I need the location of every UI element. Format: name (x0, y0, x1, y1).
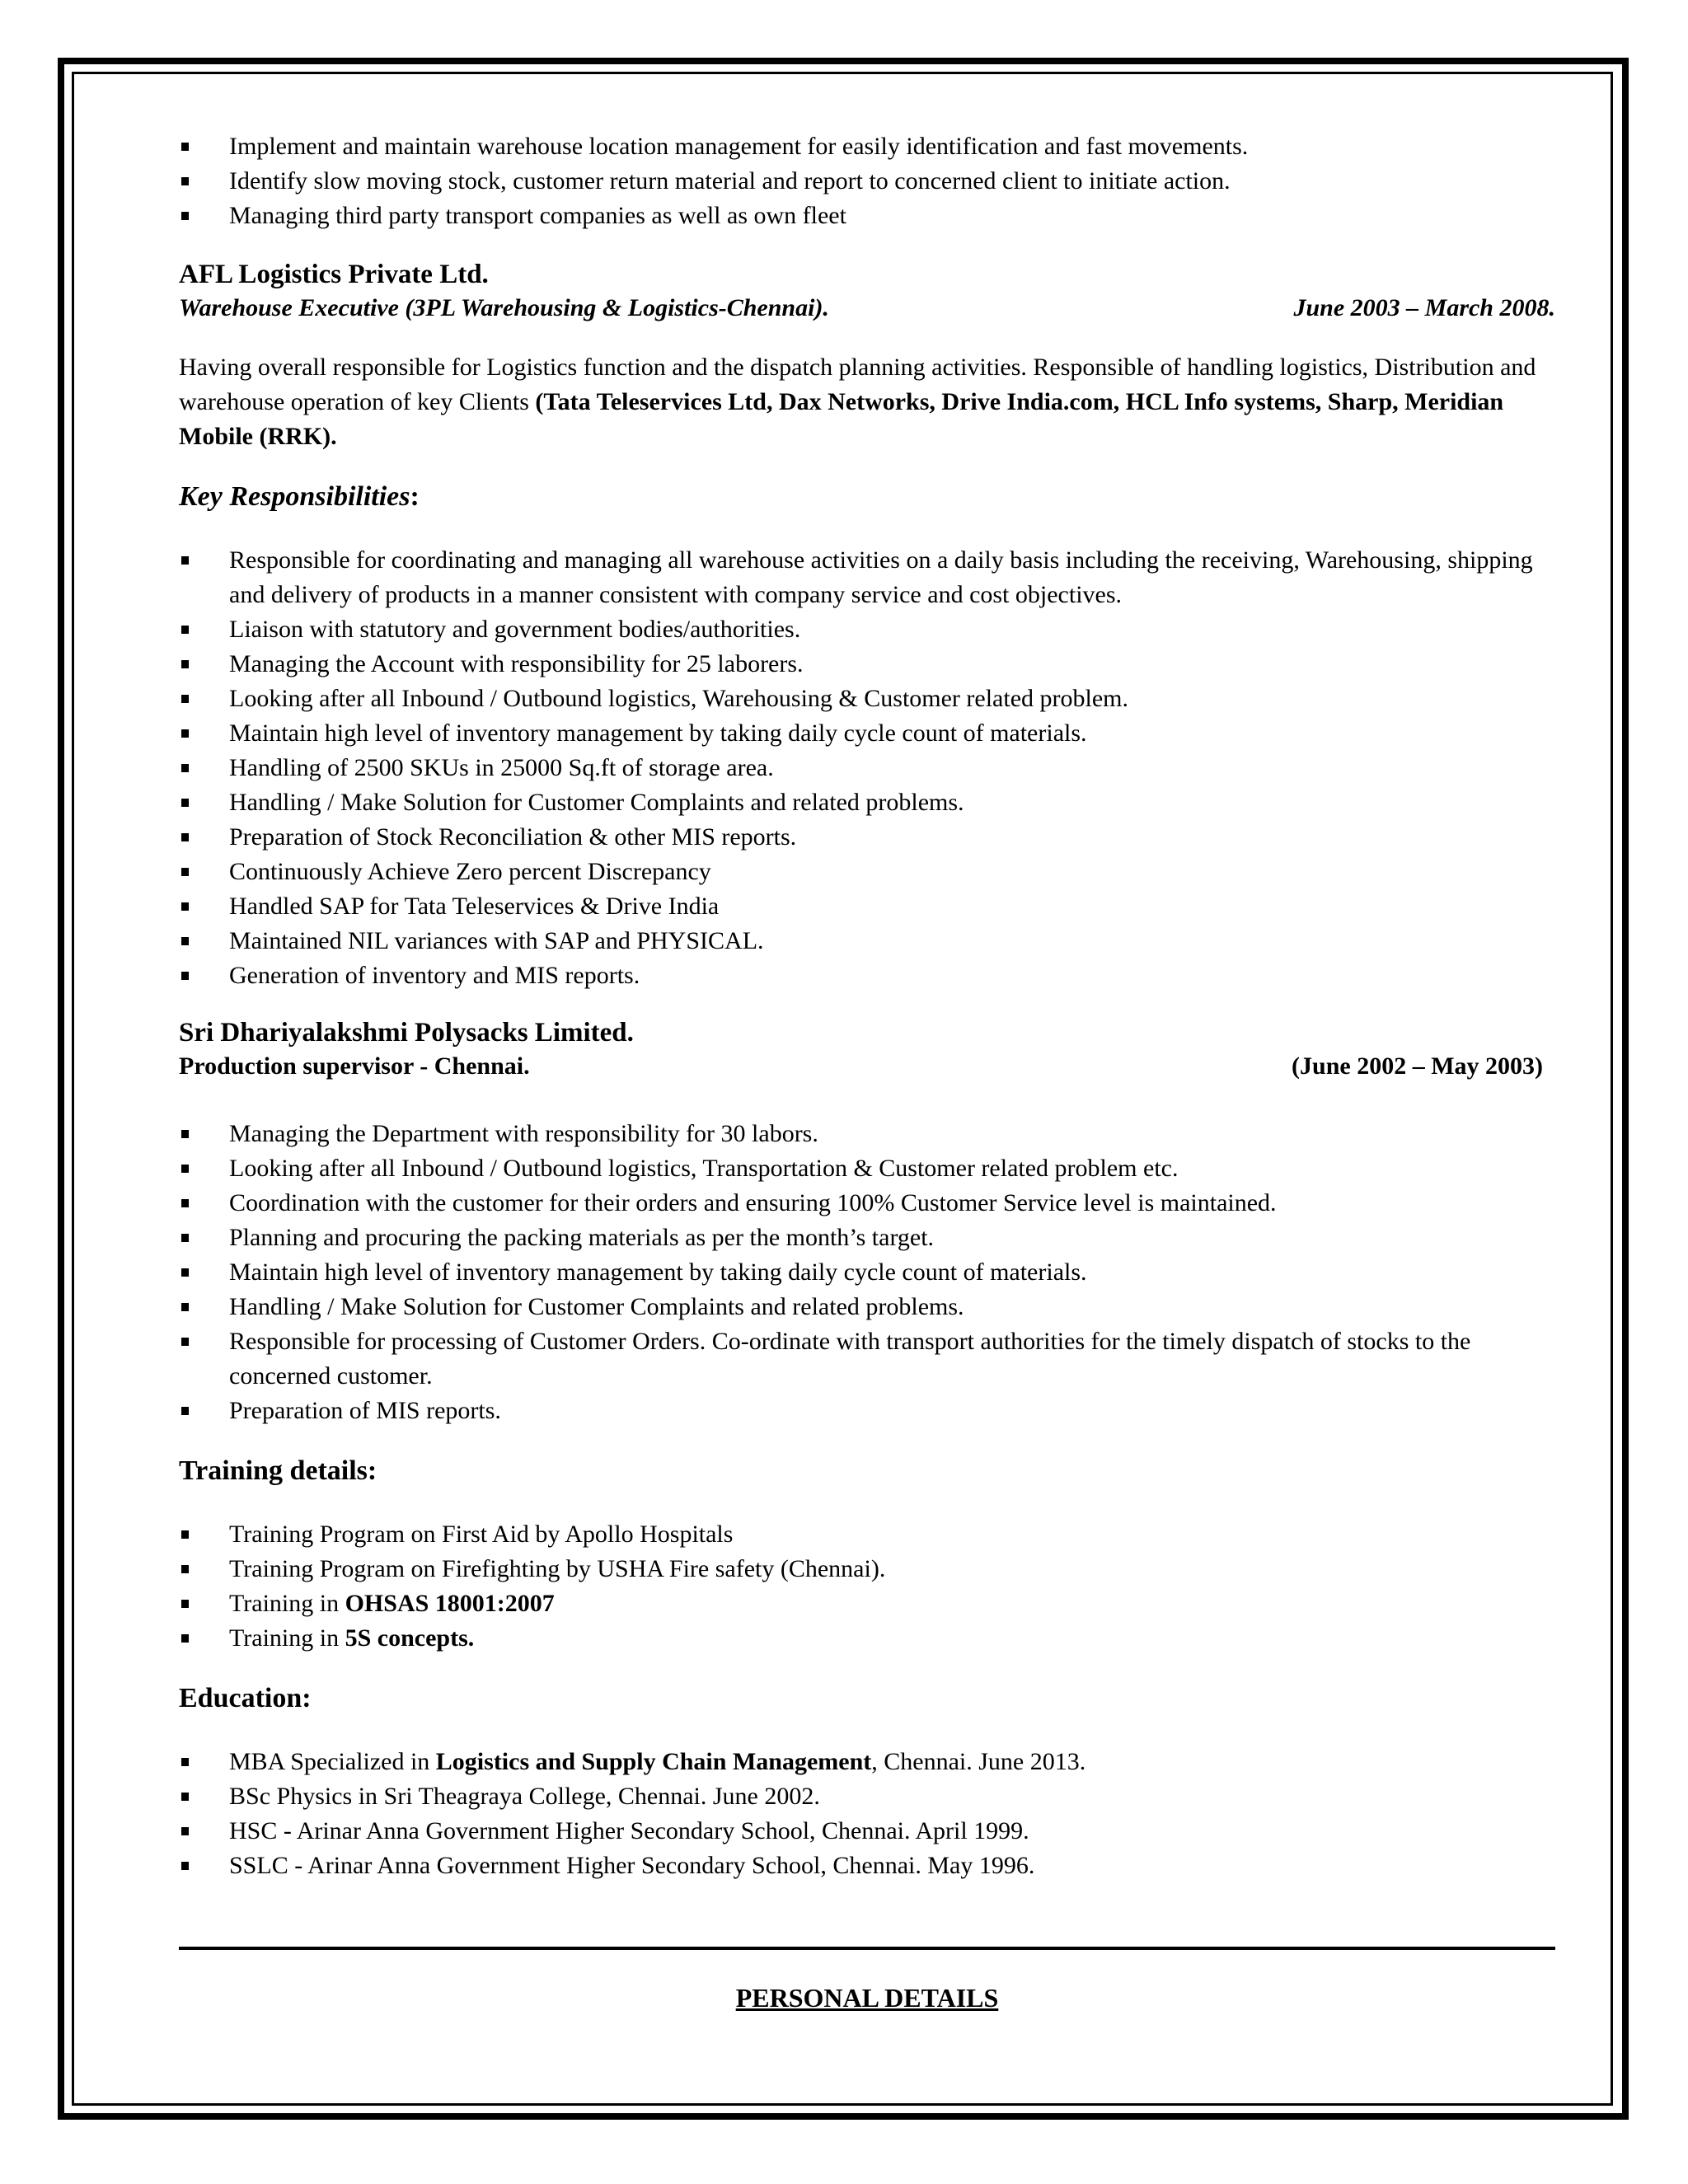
sdp-responsibility-list (179, 1117, 1555, 1428)
list-item: Preparation of Stock Reconciliation & other MIS reports. (179, 820, 1555, 855)
list-item: Continuously Achieve Zero percent Discrepancy (179, 855, 1555, 889)
education-heading: Education: (179, 1683, 312, 1713)
list-item: Managing third party transport companies as well as own fleet (179, 199, 1555, 233)
list-item: Planning and procuring the packing materials as per the month’s target. (179, 1221, 1555, 1255)
sdp-job-title: Production supervisor - Chennai. (179, 1052, 530, 1080)
afl-key-clients: (Tata Teleservices Ltd, Dax Networks, Drive India.com, HCL Info systems, Sharp, Meridian Mobile (RRK). (179, 388, 1504, 450)
sdp-company-name: Sri Dhariyalakshmi Polysacks Limited. (179, 1018, 634, 1047)
list-item: Training Program on Firefighting by USHA Fire safety (Chennai). (179, 1552, 1555, 1586)
resume-content (179, 129, 1555, 1883)
list-item: Handled SAP for Tata Teleservices & Drive India (179, 889, 1555, 924)
afl-summary (179, 350, 1555, 454)
list-item: Handling / Make Solution for Customer Complaints and related problems. (179, 1290, 1555, 1324)
afl-job-dates: June 2003 – March 2008. (1293, 294, 1555, 321)
list-item: Liaison with statutory and government bodies/authorities. (179, 612, 1555, 647)
list-item: Generation of inventory and MIS reports. (179, 958, 1555, 993)
list-item: MBA Specialized in Logistics and Supply Chain Management, Chennai. June 2013. (179, 1745, 1555, 1779)
list-item: Handling of 2500 SKUs in 25000 Sq.ft of storage area. (179, 751, 1555, 785)
personal-details-heading: PERSONAL DETAILS (735, 1983, 999, 2013)
sdp-job-line (179, 1049, 1543, 1084)
afl-company-name: AFL Logistics Private Ltd. (179, 260, 489, 289)
list-item: Managing the Department with responsibility for 30 labors. (179, 1117, 1555, 1151)
afl-job-title: Warehouse Executive (3PL Warehousing & Logistics-Chennai). (179, 294, 829, 321)
sdp-job-dates: (June 2002 – May 2003) (1292, 1052, 1543, 1080)
top-bullet-list (179, 129, 1555, 233)
list-item: SSLC - Arinar Anna Government Higher Secondary School, Chennai. May 1996. (179, 1849, 1555, 1883)
afl-job-line (179, 291, 1555, 326)
key-responsibilities-colon: : (410, 481, 420, 512)
training-list (179, 1517, 1555, 1656)
list-item: Maintained NIL variances with SAP and PHYSICAL. (179, 924, 1555, 958)
list-item: Identify slow moving stock, customer return material and report to concerned client to initiate action. (179, 164, 1555, 199)
list-item: Responsible for coordinating and managing all warehouse activities on a daily basis including the receiving, Warehousing, shipping and delivery of products in a manner consistent with company service and cost objectives. (179, 543, 1555, 612)
education-list (179, 1745, 1555, 1883)
list-item: Maintain high level of inventory management by taking daily cycle count of materials. (179, 716, 1555, 751)
key-responsibilities-label: Key Responsibilities (179, 481, 410, 512)
afl-summary-text: Having overall responsible for Logistics function and the dispatch planning activities. Responsible of handling logistics, Distribution and warehouse operation of key Clients (179, 354, 1536, 415)
list-item: Training Program on First Aid by Apollo Hospitals (179, 1517, 1555, 1552)
list-item: Managing the Account with responsibility for 25 laborers. (179, 647, 1555, 682)
list-item: Preparation of MIS reports. (179, 1394, 1555, 1428)
list-item: HSC - Arinar Anna Government Higher Secondary School, Chennai. April 1999. (179, 1814, 1555, 1849)
afl-responsibility-list (179, 543, 1555, 993)
list-item: Coordination with the customer for their orders and ensuring 100% Customer Service level is maintained. (179, 1186, 1555, 1221)
list-item: Training in OHSAS 18001:2007 (179, 1586, 1555, 1621)
list-item: Responsible for processing of Customer Orders. Co-ordinate with transport authorities for the timely dispatch of stocks to the concerned customer. (179, 1324, 1555, 1394)
key-responsibilities-heading (179, 479, 1555, 515)
training-heading: Training details: (179, 1455, 377, 1486)
list-item: Training in 5S concepts. (179, 1621, 1555, 1656)
list-item: Looking after all Inbound / Outbound logistics, Warehousing & Customer related problem. (179, 682, 1555, 716)
list-item: Maintain high level of inventory management by taking daily cycle count of materials. (179, 1255, 1555, 1290)
list-item: Handling / Make Solution for Customer Complaints and related problems. (179, 785, 1555, 820)
list-item: BSc Physics in Sri Theagraya College, Chennai. June 2002. (179, 1779, 1555, 1814)
section-divider (179, 1947, 1555, 1950)
list-item: Implement and maintain warehouse location management for easily identification and fast movements. (179, 129, 1555, 164)
list-item: Looking after all Inbound / Outbound logistics, Transportation & Customer related problem etc. (179, 1151, 1555, 1186)
